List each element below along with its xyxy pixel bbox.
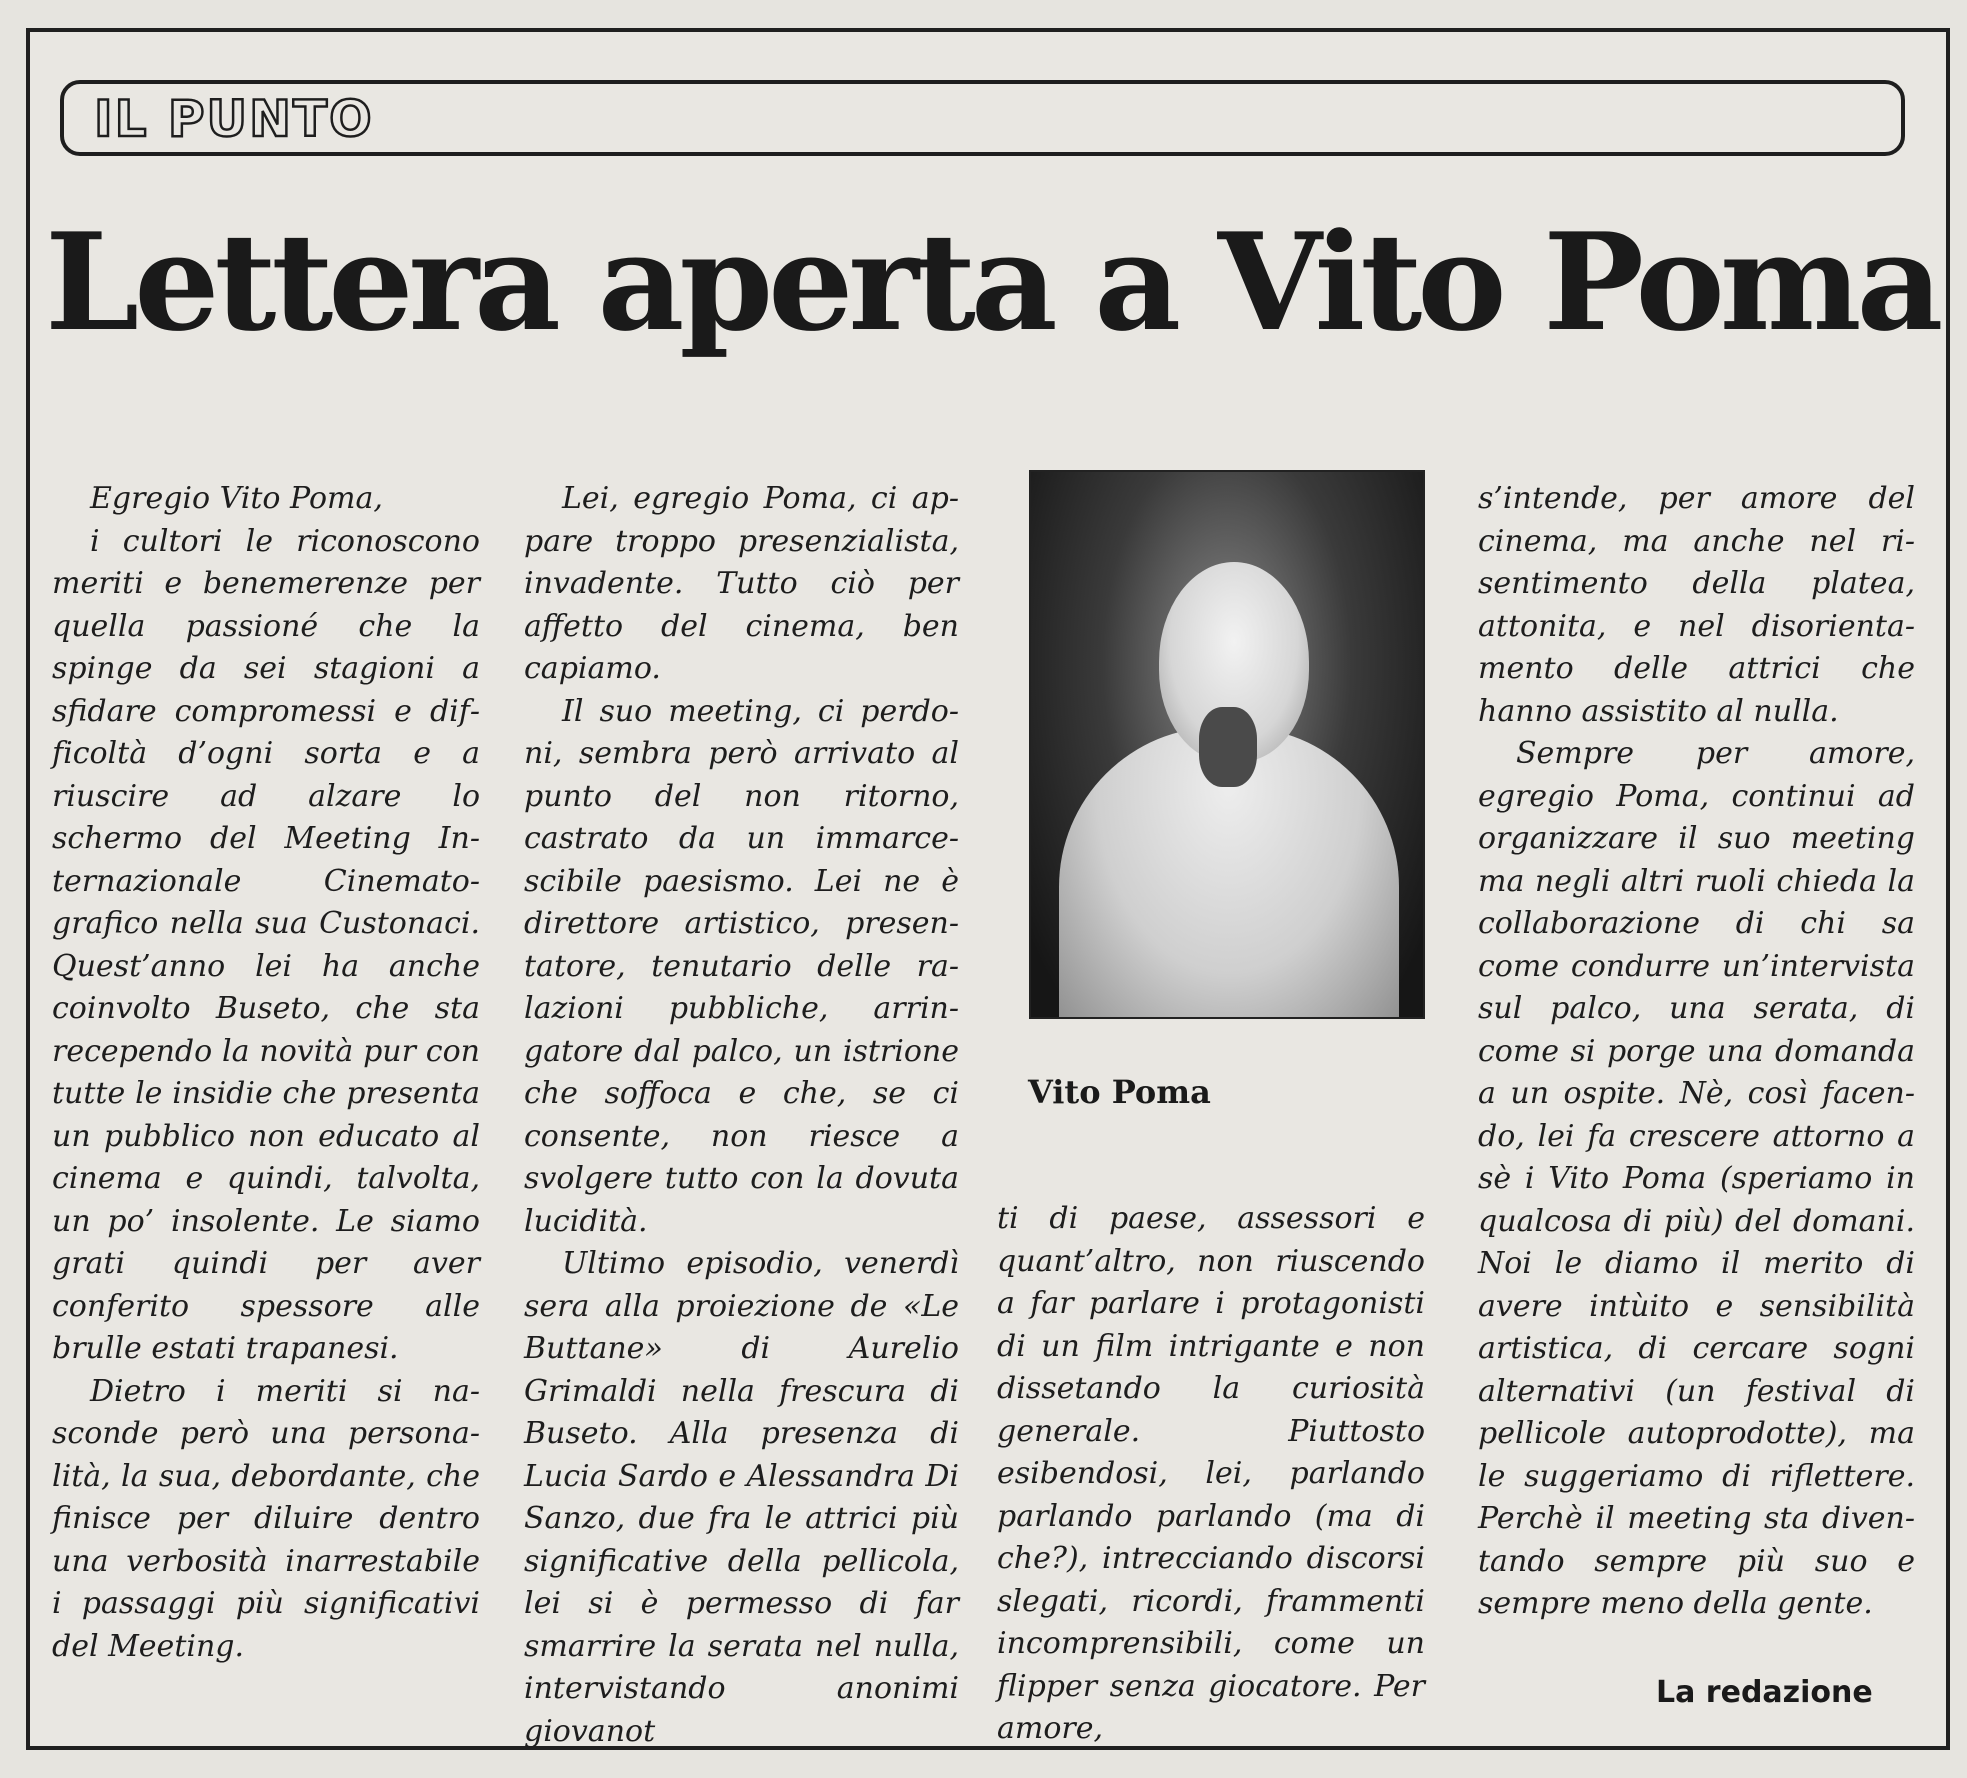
paragraph: i cultori le riconoscono meriti e benemerenze per quella passioné che la spinge da sei stagioni a sfidare compromessi e difficoltà d’ogni sorta e a riuscire ad alzare lo schermo del Meeting Internazionale Cinematografico nella sua Custonaci. Quest’anno lei ha anche coinvolto Buseto, che sta recependo la novità pur con tutte le insidie che presenta un pubblico non educato al cinema e quindi, talvolta, un po’ insolente. Le siamo grati quindi per aver conferito spessore alle brulle estati trapanesi. [52,523,480,1366]
article-column-1 [52,478,480,1668]
article-column-3 [997,1198,1425,1751]
salutation: Egregio Vito Poma, [90,481,383,516]
signature: La redazione [1656,1675,1873,1710]
portrait-photo [1029,470,1425,1019]
paragraph: Lei, egregio Poma, ci appare troppo presenzialista, invadente. Tutto ciò per affetto del cinema, ben capiamo. [524,481,959,686]
section-tag [60,80,1905,156]
photo-caption: Vito Poma [1028,1073,1211,1111]
paragraph: Il suo meeting, ci perdoni, sembra però arrivato al punto del non ritorno, castrato da un immarcescibile paesismo. Lei ne è direttore artistico, presentatore, tenutario delle ralazioni pubbliche, arringatore dal palco, un istrione che soffoca e che, se ci consente, non riesce a svolgere tutto con la dovuta lucidità. [524,693,959,1239]
section-tag-label: IL PUNTO [94,90,374,148]
article-column-2 [524,478,959,1753]
paragraph: Dietro i meriti si nasconde però una personalità, la sua, debordante, che finisce per diluire dentro una verbosità inarrestabile i passaggi più significativi del Meeting. [52,1373,480,1664]
paragraph: Sempre per amore, egregio Poma, continui ad organizzare il suo meeting ma negli altri ruoli chieda la collaborazione di chi sa come condurre un’intervista sul palco, una serata, di come si porge una domanda a un ospite. Nè, così facendo, lei fa crescere attorno a sè i Vito Poma (speriamo in qualcosa di più) del domani. Noi le diamo il merito di avere intùito e sensibilità artistica, di cercare sogni alternativi (un festival di pellicole autoprodotte), ma le suggeriamo di riflettere. Perchè il meeting sta diventando sempre più suo e sempre meno della gente. [1478,736,1915,1621]
paragraph: Ultimo episodio, venerdì sera alla proiezione de «Le Buttane» di Aurelio Grimaldi nella frescura di Buseto. Alla presenza di Lucia Sardo e Alessandra Di Sanzo, due fra le attrici più significative della pellicola, lei si è permesso di far smarrire la serata nel nulla, intervistando anonimi giovanot [524,1246,959,1749]
paragraph: ti di paese, assessori e quant’altro, non riuscendo a far parlare i protagonisti di un film intrigante e non dissetando la curiosità generale. Piuttosto esibendosi, lei, parlando parlando parlando (ma di che?), intrecciando discorsi slegati, ricordi, frammenti incomprensibili, come un flipper senza giocatore. Per amore, [997,1201,1425,1746]
paragraph: s’intende, per amore del cinema, ma anche nel risentimento della platea, attonita, e nel disorientamento delle attrici che hanno assistito al nulla. [1478,481,1915,729]
headline: Lettera aperta a Vito Poma [45,203,1939,361]
article-column-4 [1478,478,1915,1626]
photo-hand-shape [1199,707,1257,787]
